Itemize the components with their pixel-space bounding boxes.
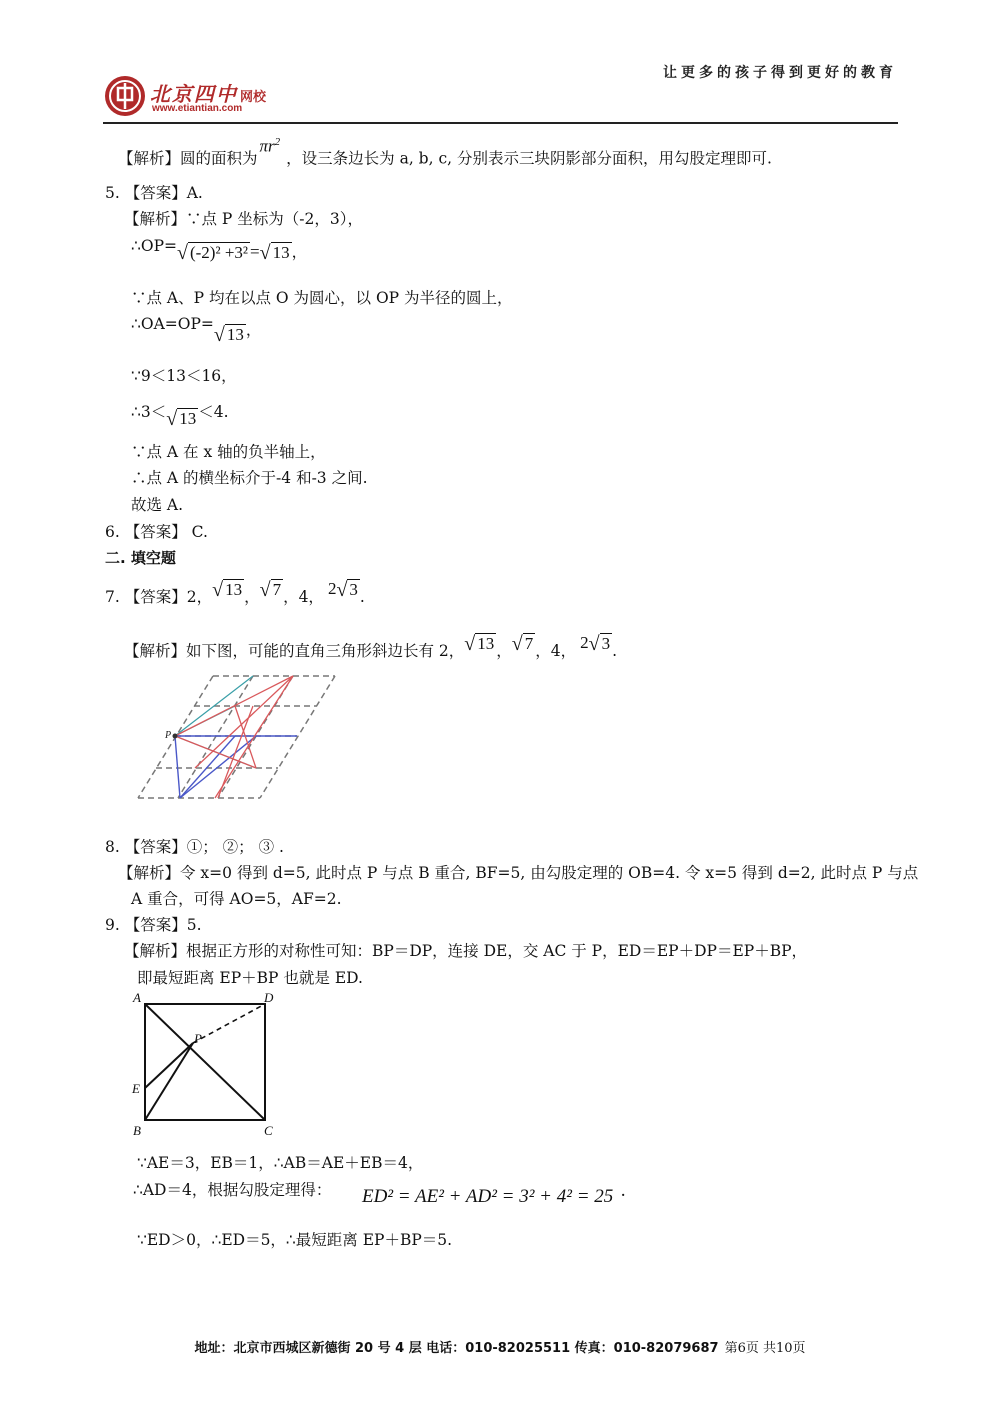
q9-line-2: 即最短距离 EP＋BP 也就是 ED. (137, 969, 363, 987)
equation-text: ED² = AE² + AD² = 3² + 4² = 25 (362, 1186, 614, 1207)
q5-l2-post: ， (291, 243, 308, 261)
q9-line-5: ∵ED＞0，∴ED＝5，∴最短距离 EP＋BP＝5. (137, 1231, 453, 1249)
equals-sign: = (250, 242, 260, 261)
q5-line-5: ∵9＜13＜16， (131, 367, 237, 385)
logo-url: www.etiantian.com (152, 103, 243, 114)
point-label-e: E (132, 1081, 140, 1096)
q5-line-2 (131, 237, 308, 264)
footer (0, 1337, 1000, 1356)
q9-line-1: 【解析】根据正方形的对称性可知：BP＝DP，连接 DE，交 AC 于 P，ED＝EP＋DP＝EP＋BP， (124, 942, 808, 960)
separator: ，4， (535, 642, 577, 660)
sqrt-13: √ 13 (259, 241, 290, 264)
sqrt-13-body: 13 (225, 579, 243, 599)
vertex-label-d: D (264, 990, 274, 1005)
q6-answer: 6. 【答案】 C. (105, 523, 208, 541)
q5-line-8: ∴点 A 的横坐标介于-4 和-3 之间. (131, 469, 368, 487)
logo-name-text: 北京四中 (150, 82, 238, 106)
vertex-label-b: B (133, 1123, 141, 1138)
school-logo-emblem (103, 74, 147, 118)
sqrt-7-body: 7 (272, 579, 282, 599)
q8-answer: 8. 【答案】①； ②； ③ . (105, 838, 284, 856)
sqrt-3: √ 3 (588, 632, 611, 655)
sqrt-3: √ 3 (336, 578, 358, 601)
q7-answer (105, 578, 365, 606)
header-slogan: 让更多的孩子得到更好的教育 (663, 65, 897, 81)
coefficient: 2 (580, 633, 589, 652)
q8-line-2: A 重合，可得 AO=5，AF=2. (131, 890, 342, 908)
sqrt-7-body: 7 (524, 633, 534, 653)
sqrt-13: √ 13 (212, 578, 243, 601)
pythagorean-equation (362, 1180, 627, 1208)
page-number: 第6页 共10页 (724, 1341, 806, 1356)
sqrt-13-body: 13 (477, 633, 495, 653)
sqrt-13: √ 13 (464, 632, 495, 655)
separator: ，4， (283, 588, 324, 606)
q9-answer: 9. 【答案】5. (105, 916, 202, 934)
q9-line-3: ∵AE＝3，EB＝1，∴AB＝AE＋EB＝4， (137, 1154, 424, 1172)
equation-end: . (621, 1180, 627, 1201)
separator: ， (244, 588, 260, 606)
period: . (612, 642, 618, 660)
q8-line-1: 【解析】令 x=0 得到 d=5, 此时点 P 与点 B 重合, BF=5, 由勾股定理的 OB=4. 令 x=5 得到 d=2, 此时点 P 与点 (118, 864, 919, 882)
q5-line-3: ∵点 A、P 均在以点 O 为圆心，以 OP 为半径的圆上， (131, 289, 513, 307)
sqrt-13: √ 13 (213, 324, 244, 346)
point-label-p: P (194, 1031, 202, 1046)
logo-net: 网校 (240, 90, 267, 105)
sqrt-expression: √ (-2)² +3² (177, 241, 248, 264)
pi-r-text: πr (259, 136, 275, 156)
q5-line-4 (131, 314, 261, 345)
parallelogram-grid-figure (135, 672, 340, 804)
coefficient: 2 (327, 579, 337, 598)
sqrt-13-body: 13 (272, 242, 290, 262)
q7-analysis-pre: 【解析】如下图，可能的直角三角形斜边长有 2， (124, 642, 465, 660)
q4-analysis-a: 【解析】圆的面积为 (118, 149, 258, 168)
q5-line-9: 故选 A. (131, 496, 184, 514)
sqrt-7: √ 7 (259, 578, 282, 601)
q5-line-1: 【解析】∵点 P 坐标为（-2，3）， (124, 210, 363, 228)
q5-line-7: ∵点 A 在 x 轴的负半轴上， (131, 443, 326, 461)
section-title: 二. 填空题 (105, 549, 176, 567)
sqrt-13-body: 13 (179, 409, 197, 428)
point-label-p: P (165, 730, 172, 741)
q5-l6-pre: ∴3＜ (131, 402, 167, 421)
q5-l2-pre: ∴OP= (131, 237, 177, 255)
q5-line-6 (131, 394, 229, 429)
q5-l4-post: ， (245, 320, 262, 339)
vertex-label-c: C (264, 1123, 273, 1138)
pi-r-squared: $\pi r^2$ (259, 136, 281, 156)
sqrt-13: √ 13 (166, 408, 197, 430)
q5-answer: 5. 【答案】A. (105, 184, 203, 202)
q9-line-4: ∴AD＝4，根据勾股定理得： (133, 1181, 332, 1199)
period: . (359, 588, 365, 606)
q7-answer-pre: 7. 【答案】2， (105, 588, 213, 606)
sqrt-7: √ 7 (511, 632, 534, 655)
q4-analysis-b: ，设三条边长为 a, b, c, 分别表示三块阴影部分面积，用勾股定理即可. (286, 149, 772, 168)
q7-analysis (124, 632, 618, 660)
q5-l6-post: ＜4. (198, 402, 229, 421)
q4-analysis (118, 136, 772, 170)
sqrt-3-body: 3 (349, 579, 358, 599)
footer-address: 地址：北京市西城区新德街 20 号 4 层 电话：010-82025511 传真：010-82079687 (194, 1341, 719, 1356)
q5-l4-pre: ∴OA=OP= (131, 314, 214, 333)
sqrt-3-body: 3 (601, 633, 611, 653)
header-rule (103, 122, 898, 124)
sqrt-13-body: 13 (226, 325, 244, 344)
square-figure (128, 988, 278, 1143)
vertex-label-a: A (133, 990, 141, 1005)
sqrt-body: (-2)² +3² (189, 242, 248, 262)
separator: ， (496, 642, 512, 660)
